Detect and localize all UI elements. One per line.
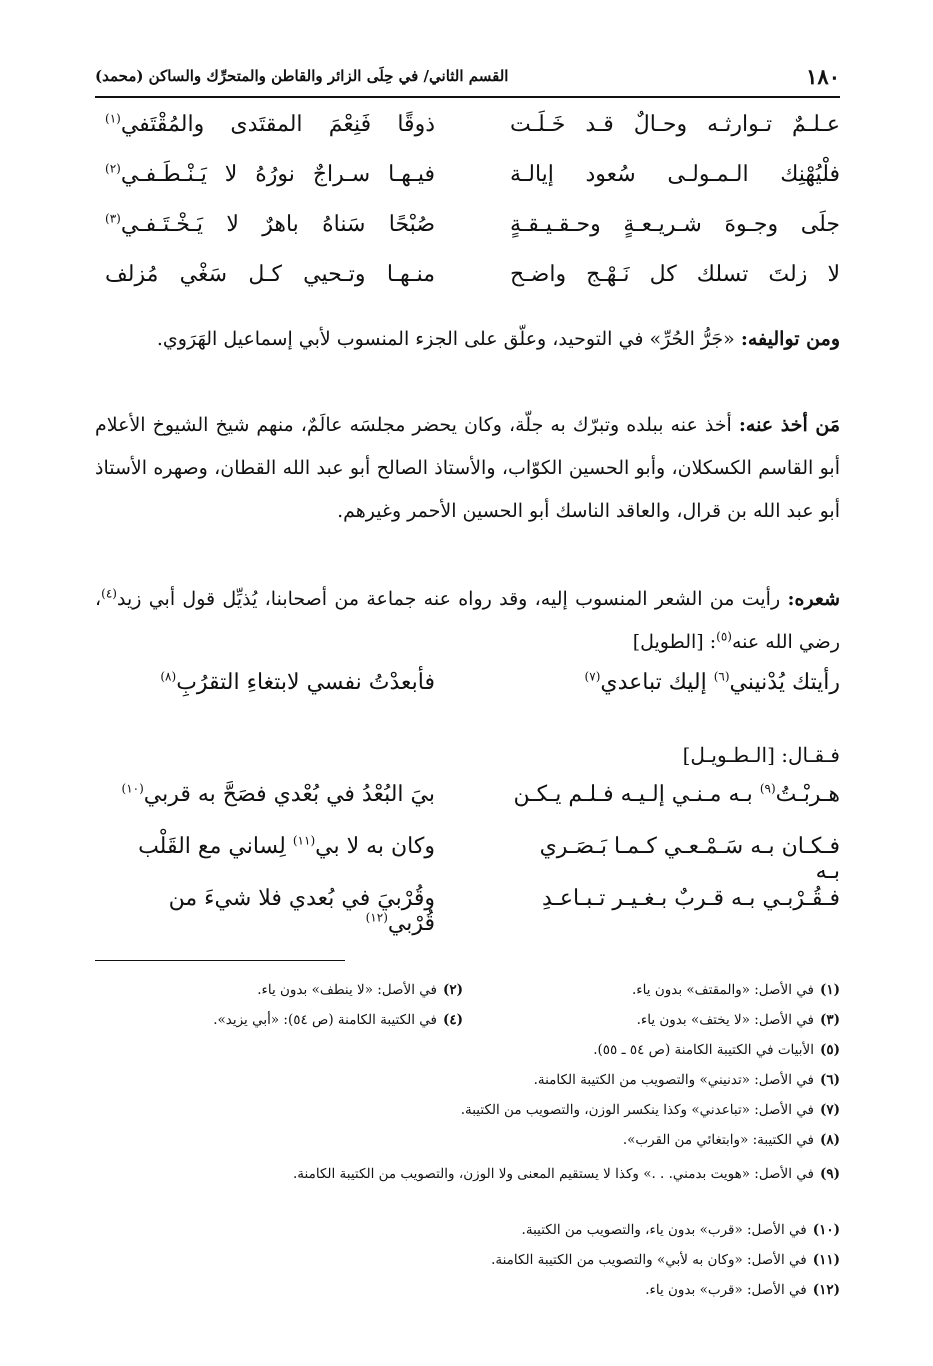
footnote-ref: (٢): [105, 161, 121, 176]
footnote-ref: (١١): [292, 833, 316, 848]
footnote: (١٠)في الأصل: «قرب» بدون ياء، والتصويب من الكتيبة.: [521, 1222, 840, 1238]
page-number: ١٨٠: [806, 63, 840, 89]
running-title: القسم الثاني/ في حِلَى الزائر والقاطن والمتحرِّك والساكن (محمد): [95, 67, 509, 85]
paragraph-poetry: شعره: رأيت من الشعر المنسوب إليه، وقد رواه عنه جماعة من أصحابنا، يُذيِّل قول أبي زيد$^{(٤)}$، رضي الله عنه$^{(٥)}$: [الطويل]: [95, 586, 840, 653]
hemistich-second: فيـهـا سـراجٌ نورُهُ لا يَـنْـطَـفـي$^{(٢)}$: [105, 161, 435, 187]
footnote-ref: (٣): [105, 211, 121, 226]
paragraph-works: [95, 318, 840, 361]
poem-2: [95, 782, 840, 938]
footnote-ref: (٨): [160, 669, 177, 684]
paragraph-label: مَن أخذ عنه:: [738, 414, 841, 436]
poem-line: [95, 262, 840, 312]
poem-line: [95, 112, 840, 162]
hemistich-first: عـلـمٌ تـوارثـه وحـالٌ قـد خَـلَـت: [510, 112, 840, 137]
footnote-ref: (٤): [101, 586, 117, 601]
paragraph-text: أخذ عنه ببلده وتبرّك به جلّة، وكان يحضر مجلسَه عالَمٌ، منهم شيخ الشيوخ الأعلام أبو القاسم الكسكلان، وأبو الحسين الكوّاب، والأستاذ الصالح أبو عبد الله القطان، وصهره الأستاذ أبو عبد الله بن قرال، والعاقد الناسك أبو الحسين الأحمر وغيرهم.: [95, 414, 840, 522]
footnote-separator: [95, 960, 840, 961]
footnote: (١٢)في الأصل: «قرب» بدون ياء.: [645, 1282, 840, 1298]
footnote-ref: (٩): [759, 781, 776, 796]
footnote: (٥)الأبيات في الكتيبة الكامنة (ص ٥٤ ـ ٥٥).: [593, 1042, 840, 1058]
hemistich-first: فـكـان بـه سَـمْـعـي كـمـا بَـصَـري بـه: [539, 834, 840, 884]
poem-line: [95, 834, 840, 886]
footnote: (٤)في الكتيبة الكامنة (ص ٥٤): «أبي يزيد».: [213, 1012, 463, 1028]
poem-line: [95, 782, 840, 834]
footnote: (٨)في الكتيبة: «وابتغائي من القرب».: [622, 1132, 840, 1148]
hemistich-first: لا زلتَ تسلك كل نَـهْـج واضـح: [510, 262, 840, 287]
hemistich-second: منـهـا وتـحيي كـل سَغْي مُزلف: [105, 262, 435, 287]
footnote: (٩)في الأصل: «هويت بدمني. . .» وكذا لا يستقيم المعنى ولا الوزن، والتصويب من الكتيبة الكامنة.: [292, 1166, 840, 1182]
paragraph-students: [95, 404, 840, 533]
poem-line: [95, 212, 840, 262]
poem-1: [95, 112, 840, 312]
footnote: (٧)في الأصل: «تباعدني» وكذا ينكسر الوزن، والتصويب من الكتيبة.: [460, 1102, 840, 1118]
paragraph-label: شعره:: [787, 588, 840, 610]
poem-line: [95, 886, 840, 938]
hemistich-second: فأبعدْتُ نفسي لابتغاءِ التقرُبِ$^{(٨)}$: [160, 669, 435, 695]
hemistich-first: هـربْـتُ$^{(٩)}$ بـه مـنـي إلـيـه فـلـم يـكـن: [513, 781, 840, 807]
paragraph-text: «جَرُّ الحُرِّ» في التوحيد، وعلّق على الجزء المنسوب لأبي إسماعيل الهَرَوي.: [156, 328, 735, 350]
footnote: (١)في الأصل: «والمقتف» بدون ياء.: [632, 982, 840, 998]
hemistich-first: فـقُـرْبـي بـه قـربٌ بـغـيـر تـبـاعـدِ: [541, 886, 840, 911]
hemistich-first: جلَى وجـوهَ شـريـعـةٍ وحـقـيـقـةٍ: [510, 212, 840, 237]
poem-line: [95, 670, 840, 718]
hemistich-second: وقُرْبيَ في بُعدي فلا شيءَ من قُرْبي$^{(١٢)}$: [168, 886, 435, 936]
hemistich-first: فلْيُهْنِك الـمـولـى سُعود إيالـة: [510, 162, 840, 187]
footnote-ref: (٧): [584, 669, 601, 684]
meter-label: فـقـال: [الـطـويـل]: [682, 743, 840, 767]
hemistich-first: رأيتك يُدْنيني$^{(٦)}$ إليك تباعدي$^{(٧)}$: [584, 669, 840, 695]
footnote: (١١)في الأصل: «وكان به لأبي» والتصويب من الكتيبة الكامنة.: [491, 1252, 840, 1268]
hemistich-second: وكان به لا بي$^{(١١)}$ لِساني مع القَلْب: [138, 833, 435, 859]
footnote-ref: (٥): [716, 629, 732, 644]
paragraph-label: ومن تواليفه:: [740, 328, 840, 350]
page-header: [95, 56, 840, 98]
footnote: (٢)في الأصل: «لا ينطف» بدون ياء.: [257, 982, 463, 998]
footnote: (٦)في الأصل: «تدنيني» والتصويب من الكتيبة الكامنة.: [533, 1072, 840, 1088]
footnote-ref: (٦): [713, 669, 730, 684]
footnote: (٣)في الأصل: «لا يختف» بدون ياء.: [636, 1012, 840, 1028]
footnote-ref: (١٠): [121, 781, 144, 796]
hemistich-second: صُبْحًا سَناهُ باهرٌ لا يَـخْـتَـفـي$^{(٣)}$: [105, 211, 435, 237]
footnote-ref: (١٢): [365, 910, 388, 925]
footnote-ref: (١): [105, 111, 121, 126]
hemistich-second: بيَ البُعْدُ في بُعْدي فصَحَّ به قربي$^{(١٠)}$: [121, 781, 435, 807]
poem-line: [95, 162, 840, 212]
quoted-verse: [95, 670, 840, 718]
hemistich-second: ذوقًا فَنِعْمَ المقتَدى والمُقْتَفي$^{(١)}$: [105, 111, 435, 137]
